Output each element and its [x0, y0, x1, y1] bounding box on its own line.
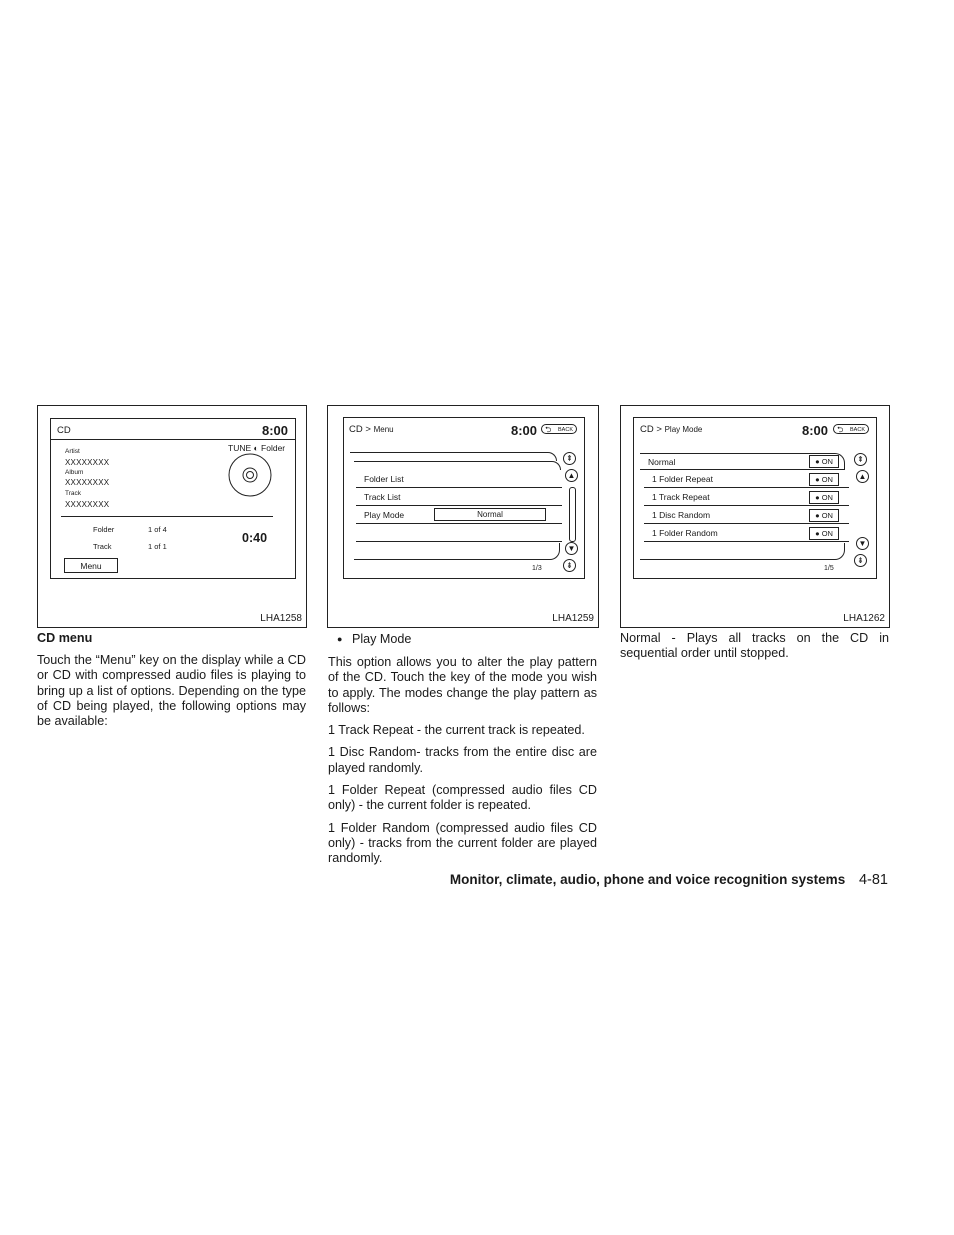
- paragraph: Touch the “Menu” key on the display while a CD or CD with compressed audio files is playing to bring up a list of options. Depending on the type of CD being played, the following options may be available:: [37, 653, 306, 729]
- mode-toggle-normal[interactable]: ● ON: [809, 455, 839, 468]
- figure-id: LHA1258: [260, 613, 302, 624]
- menu-item-empty-2: [354, 543, 560, 560]
- scroll-bottom-icon[interactable]: ⇟: [854, 554, 867, 567]
- track-count-label: Track: [93, 542, 112, 551]
- elapsed-time: 0:40: [242, 531, 268, 545]
- folder-label: Folder: [93, 525, 115, 534]
- album-label: Album: [65, 469, 84, 476]
- scroll-up-icon[interactable]: ▲: [856, 470, 869, 483]
- album-value: XXXXXXXX: [65, 478, 110, 487]
- figure-cd-screen: [37, 405, 307, 628]
- menu-item-play-mode[interactable]: Play Mode: [356, 507, 562, 524]
- paragraph: This option allows you to alter the play pattern of the CD. Touch the key of the mode you wish to apply. The modes change the play pattern as follows:: [328, 655, 597, 715]
- clock: 8:00: [262, 423, 289, 438]
- folder-count: 1 of 4: [148, 525, 167, 534]
- menu-button[interactable]: Menu: [64, 558, 118, 573]
- scroll-down-icon[interactable]: ▼: [565, 542, 578, 555]
- on-indicator-icon: ●: [815, 493, 820, 502]
- info-divider: [61, 516, 273, 517]
- column-1: [37, 653, 306, 736]
- bullet-icon: ●: [337, 634, 343, 644]
- on-indicator-icon: ●: [815, 511, 820, 520]
- footer-section: Monitor, climate, audio, phone and voice recognition systems: [449, 872, 846, 887]
- section-heading: CD menu: [37, 631, 93, 645]
- column-3: [620, 631, 889, 669]
- cd-screen: [50, 418, 296, 579]
- scroll-bottom-icon[interactable]: ⇟: [563, 559, 576, 572]
- scroll-down-icon[interactable]: ▼: [856, 537, 869, 550]
- mode-toggle-disc-random[interactable]: ● ON: [809, 509, 839, 522]
- play-mode-screen: [633, 417, 877, 579]
- mode-item-disc-random[interactable]: 1 Disc Random: [644, 507, 849, 524]
- mode-item-folder-repeat[interactable]: 1 Folder Repeat: [644, 471, 849, 488]
- screen-title: CD: [57, 425, 71, 436]
- clock: 8:00: [802, 423, 829, 438]
- scroll-top-icon[interactable]: ⇞: [563, 452, 576, 465]
- artist-value: XXXXXXXX: [65, 458, 110, 467]
- mode-toggle-folder-random[interactable]: ● ON: [809, 527, 839, 540]
- scroll-top-icon[interactable]: ⇞: [854, 453, 867, 466]
- scrollbar[interactable]: [569, 487, 576, 542]
- page-footer: [450, 872, 888, 888]
- figure-cd-menu: [327, 405, 599, 628]
- breadcrumb: CD > Menu: [349, 424, 394, 435]
- disc-icon: [228, 453, 272, 497]
- on-indicator-icon: ●: [815, 457, 820, 466]
- paragraph: 1 Track Repeat - the current track is repeated.: [328, 723, 585, 738]
- paragraph: 1 Folder Repeat (compressed audio files CD only) - the current folder is repeated.: [328, 783, 597, 813]
- paragraph: Normal - Plays all tracks on the CD in sequential order until stopped.: [620, 631, 889, 661]
- paragraph: 1 Disc Random- tracks from the entire disc are played randomly.: [328, 745, 597, 775]
- track-count: 1 of 1: [148, 542, 167, 551]
- back-button[interactable]: ⮌ BACK: [541, 424, 577, 434]
- list-top-edge: [350, 452, 557, 461]
- mode-item-empty: [640, 543, 845, 560]
- menu-screen: [343, 417, 585, 579]
- paragraph: 1 Folder Random (compressed audio files CD only) - tracks from the current folder are played randomly.: [328, 820, 597, 866]
- artist-label: Artist: [65, 448, 80, 455]
- back-arrow-icon: ⮌: [545, 425, 552, 434]
- page-indicator: 1/5: [824, 565, 834, 572]
- mode-item-normal[interactable]: Normal: [640, 453, 845, 470]
- on-indicator-icon: ●: [815, 529, 820, 538]
- menu-item-track-list[interactable]: Track List: [356, 489, 562, 506]
- back-button[interactable]: ⮌ BACK: [833, 424, 869, 434]
- list-top-edge-2: [354, 461, 561, 470]
- menu-item-folder-list[interactable]: Folder List: [356, 471, 562, 488]
- clock: 8:00: [511, 423, 538, 438]
- play-mode-value: Normal: [434, 508, 546, 521]
- header-divider: [51, 439, 295, 440]
- on-indicator-icon: ●: [815, 475, 820, 484]
- scroll-up-icon[interactable]: ▲: [565, 469, 578, 482]
- back-arrow-icon: ⮌: [837, 425, 844, 434]
- figure-play-mode: [620, 405, 890, 628]
- tune-knob-icon: ◐: [253, 443, 259, 453]
- footer-page: 4-81: [858, 872, 888, 888]
- bullet-play-mode: ● Play Mode: [337, 632, 412, 646]
- tune-label: TUNE ◐ Folder: [228, 443, 286, 453]
- figure-id: LHA1262: [843, 613, 885, 624]
- mode-toggle-track-repeat[interactable]: ● ON: [809, 491, 839, 504]
- breadcrumb: CD > Play Mode: [640, 424, 703, 435]
- menu-item-empty-1: [356, 525, 562, 542]
- figure-id: LHA1259: [552, 613, 594, 624]
- column-2: [328, 655, 597, 874]
- mode-toggle-folder-repeat[interactable]: ● ON: [809, 473, 839, 486]
- mode-item-folder-random[interactable]: 1 Folder Random: [644, 525, 849, 542]
- track-value: XXXXXXXX: [65, 500, 110, 509]
- page-indicator: 1/3: [532, 565, 542, 572]
- mode-item-track-repeat[interactable]: 1 Track Repeat: [644, 489, 849, 506]
- track-label: Track: [65, 490, 82, 497]
